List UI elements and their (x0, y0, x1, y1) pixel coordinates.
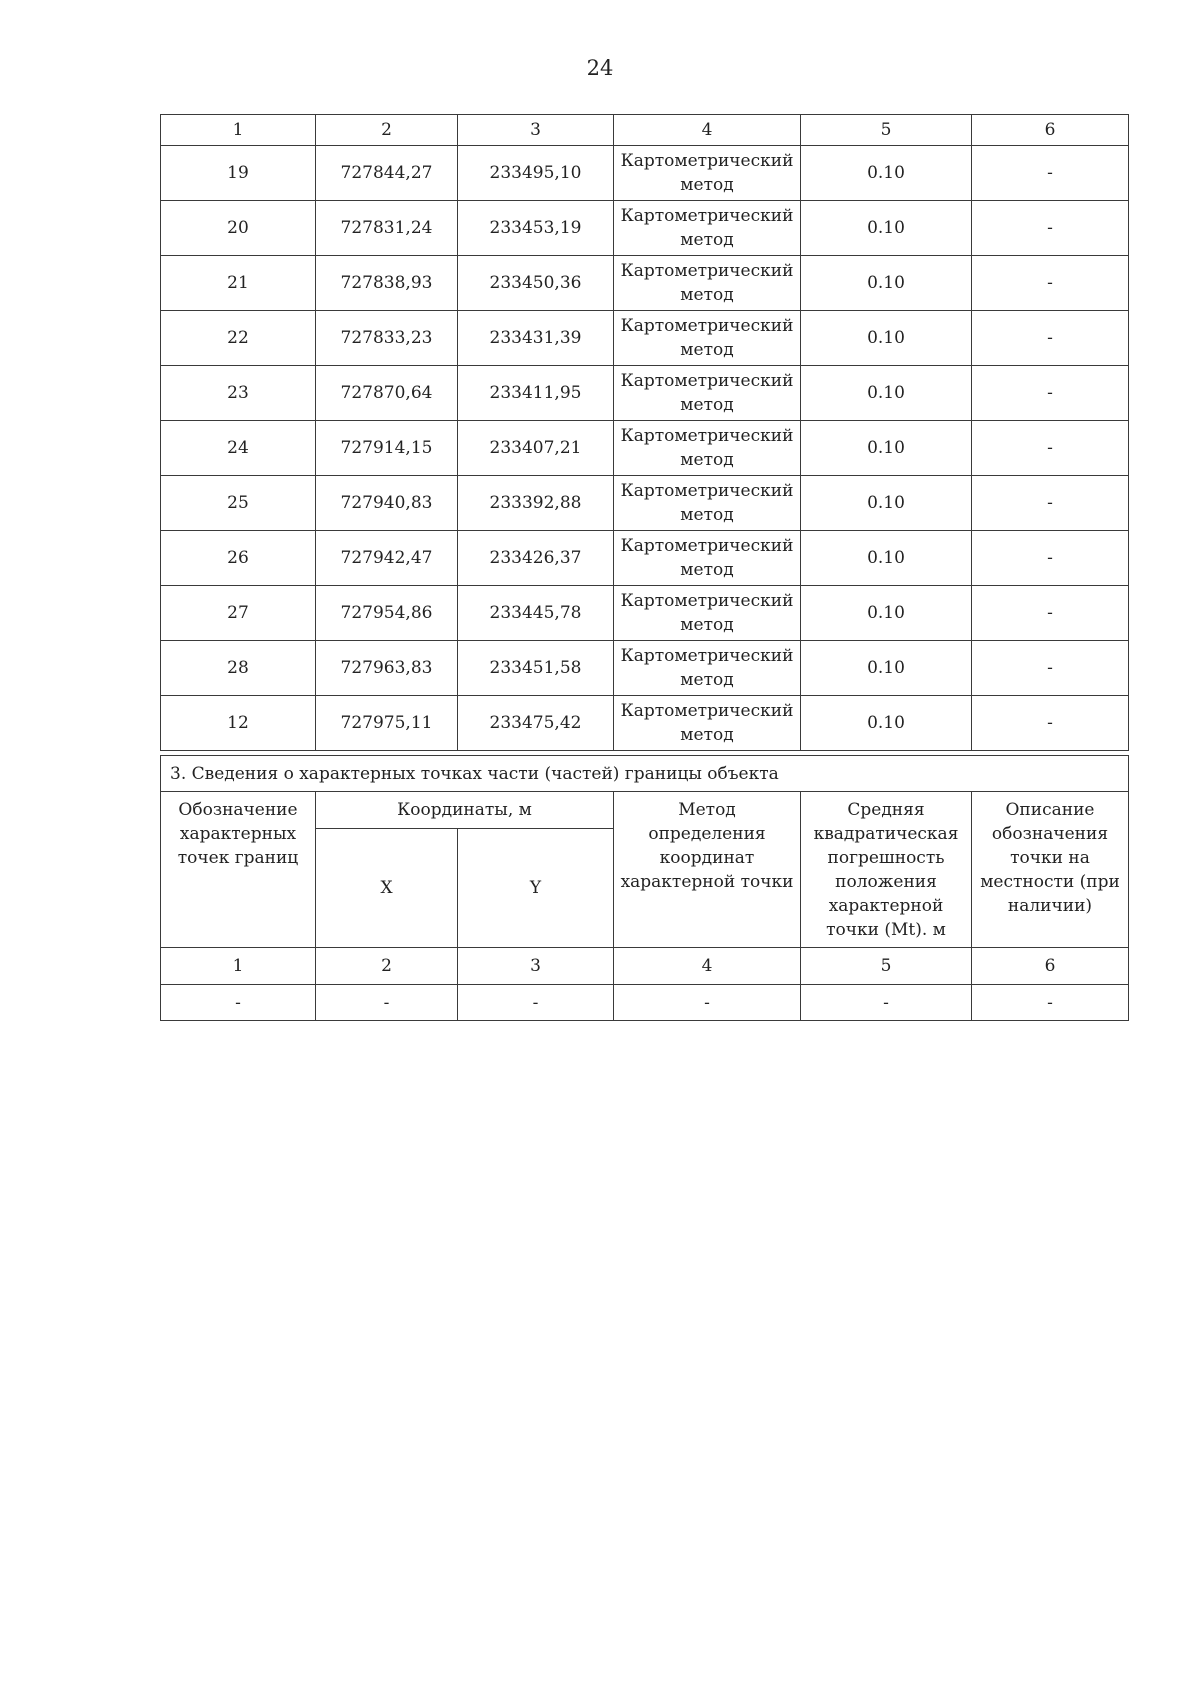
x-cell: 727963,83 (316, 641, 458, 696)
description-cell: - (972, 641, 1129, 696)
description-cell: - (972, 366, 1129, 421)
table-row (161, 311, 1129, 366)
description-cell: - (972, 531, 1129, 586)
column-number: 1 (161, 115, 316, 146)
method-cell: Картометрический метод (614, 421, 801, 476)
y-cell: 233392,88 (458, 476, 614, 531)
description-cell: - (972, 421, 1129, 476)
designation-header: Обозначение характерных точек границ (161, 792, 316, 948)
point-number-cell: 22 (161, 311, 316, 366)
error-cell: 0.10 (801, 696, 972, 751)
y-coordinate-header: Y (458, 829, 614, 948)
column-number: 4 (614, 948, 801, 985)
y-cell: 233431,39 (458, 311, 614, 366)
column-number: 4 (614, 115, 801, 146)
point-number-cell: 19 (161, 146, 316, 201)
method-cell: Картометрический метод (614, 146, 801, 201)
error-cell: 0.10 (801, 201, 972, 256)
y-cell: 233451,58 (458, 641, 614, 696)
method-cell: Картометрический метод (614, 531, 801, 586)
method-cell: Картометрический метод (614, 641, 801, 696)
error-cell: 0.10 (801, 256, 972, 311)
column-number: 2 (316, 115, 458, 146)
x-cell: 727975,11 (316, 696, 458, 751)
table-row (161, 366, 1129, 421)
point-number-cell: 28 (161, 641, 316, 696)
table-row (161, 201, 1129, 256)
y-cell: 233426,37 (458, 531, 614, 586)
object-parts-points-table (160, 755, 1129, 1021)
y-cell: 233450,36 (458, 256, 614, 311)
point-number-cell: 21 (161, 256, 316, 311)
x-cell: 727844,27 (316, 146, 458, 201)
error-cell: 0.10 (801, 476, 972, 531)
designation-cell: - (161, 985, 316, 1021)
y-cell: 233411,95 (458, 366, 614, 421)
point-number-cell: 20 (161, 201, 316, 256)
description-header: Описание обозначения точки на местности (при наличии) (972, 792, 1129, 948)
error-cell: - (801, 985, 972, 1021)
error-header: Средняя квадратическая погрешность положения характерной точки (Mt). м (801, 792, 972, 948)
error-cell: 0.10 (801, 366, 972, 421)
point-number-cell: 25 (161, 476, 316, 531)
x-cell: 727954,86 (316, 586, 458, 641)
points-table-body (161, 115, 1129, 751)
point-number-cell: 26 (161, 531, 316, 586)
x-cell: 727940,83 (316, 476, 458, 531)
point-number-cell: 24 (161, 421, 316, 476)
error-cell: 0.10 (801, 531, 972, 586)
table-row (161, 586, 1129, 641)
error-cell: 0.10 (801, 146, 972, 201)
column-number: 5 (801, 115, 972, 146)
table-row (161, 476, 1129, 531)
column-number: 3 (458, 948, 614, 985)
column-number-row (161, 948, 1129, 985)
error-cell: 0.10 (801, 421, 972, 476)
method-cell: Картометрический метод (614, 696, 801, 751)
y-cell: 233475,42 (458, 696, 614, 751)
method-header: Метод определения координат характерной точки (614, 792, 801, 948)
table-row (161, 421, 1129, 476)
description-cell: - (972, 311, 1129, 366)
description-cell: - (972, 476, 1129, 531)
x-coordinate-header: X (316, 829, 458, 948)
column-number: 2 (316, 948, 458, 985)
error-cell: 0.10 (801, 586, 972, 641)
method-cell: Картометрический метод (614, 201, 801, 256)
description-cell: - (972, 696, 1129, 751)
y-cell: 233453,19 (458, 201, 614, 256)
point-number-cell: 23 (161, 366, 316, 421)
description-cell: - (972, 586, 1129, 641)
y-cell: 233445,78 (458, 586, 614, 641)
table-row (161, 256, 1129, 311)
coordinates-header: Координаты, м (316, 792, 614, 829)
y-cell: - (458, 985, 614, 1021)
boundary-points-table (160, 114, 1129, 751)
column-number: 6 (972, 115, 1129, 146)
description-cell: - (972, 201, 1129, 256)
error-cell: 0.10 (801, 641, 972, 696)
x-cell: 727831,24 (316, 201, 458, 256)
column-number: 1 (161, 948, 316, 985)
table-row (161, 985, 1129, 1021)
y-cell: 233495,10 (458, 146, 614, 201)
x-cell: 727838,93 (316, 256, 458, 311)
y-cell: 233407,21 (458, 421, 614, 476)
x-cell: 727914,15 (316, 421, 458, 476)
table-row (161, 146, 1129, 201)
point-number-cell: 12 (161, 696, 316, 751)
column-number: 6 (972, 948, 1129, 985)
page-number: 24 (586, 56, 614, 80)
method-cell: Картометрический метод (614, 366, 801, 421)
table-row (161, 641, 1129, 696)
method-cell: Картометрический метод (614, 256, 801, 311)
table-row (161, 531, 1129, 586)
description-cell: - (972, 146, 1129, 201)
x-cell: - (316, 985, 458, 1021)
description-cell: - (972, 985, 1129, 1021)
error-cell: 0.10 (801, 311, 972, 366)
point-number-cell: 27 (161, 586, 316, 641)
x-cell: 727870,64 (316, 366, 458, 421)
column-number-row (161, 115, 1129, 146)
method-cell: Картометрический метод (614, 586, 801, 641)
table-row (161, 696, 1129, 751)
column-number: 3 (458, 115, 614, 146)
x-cell: 727833,23 (316, 311, 458, 366)
description-cell: - (972, 256, 1129, 311)
method-cell: Картометрический метод (614, 476, 801, 531)
column-number: 5 (801, 948, 972, 985)
x-cell: 727942,47 (316, 531, 458, 586)
method-cell: Картометрический метод (614, 311, 801, 366)
method-cell: - (614, 985, 801, 1021)
section-title: 3. Сведения о характерных точках части (частей) границы объекта (161, 756, 1129, 792)
